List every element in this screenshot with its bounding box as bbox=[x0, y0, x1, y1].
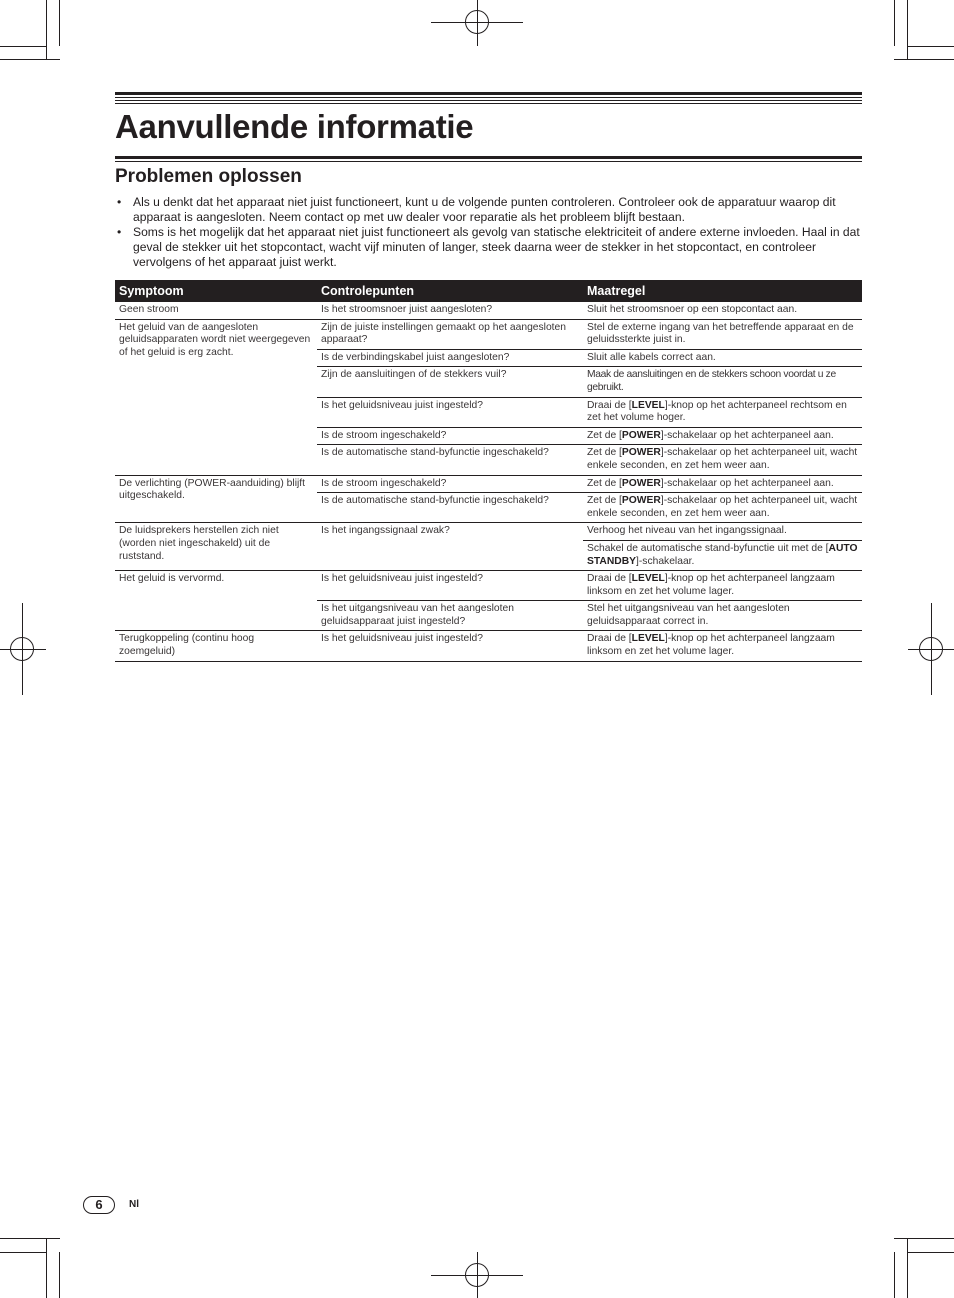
table-row bbox=[115, 571, 862, 601]
check-cell: Is het uitgangsniveau van het aangesloten geluidsapparaat juist ingesteld? bbox=[317, 601, 583, 631]
symptom-cell: Het geluid van de aangesloten geluidsapparaten wordt niet weergegeven of het geluid is erg zacht. bbox=[115, 319, 317, 475]
action-cell bbox=[583, 367, 862, 397]
header-action: Maatregel bbox=[583, 280, 862, 302]
check-cell: Is de automatische stand-byfunctie ingeschakeld? bbox=[317, 445, 583, 475]
control-name: POWER bbox=[621, 477, 661, 489]
action-text: ]-schakelaar. bbox=[636, 555, 695, 567]
table-header-row bbox=[115, 280, 862, 302]
check-cell: Is het stroomsnoer juist aangesloten? bbox=[317, 302, 583, 319]
check-cell: Is de stroom ingeschakeld? bbox=[317, 427, 583, 445]
action-cell bbox=[583, 445, 862, 475]
check-cell: Is de automatische stand-byfunctie ingeschakeld? bbox=[317, 493, 583, 523]
intro-list bbox=[115, 195, 862, 270]
troubleshooting-table bbox=[115, 280, 862, 662]
check-cell: Is het geluidsniveau juist ingesteld? bbox=[317, 571, 583, 601]
page-number: 6 bbox=[83, 1196, 115, 1214]
action-cell bbox=[583, 631, 862, 661]
header-check: Controlepunten bbox=[317, 280, 583, 302]
table-row bbox=[115, 302, 862, 319]
section-title: Problemen oplossen bbox=[115, 166, 302, 187]
check-cell: Is de stroom ingeschakeld? bbox=[317, 475, 583, 493]
check-cell: Is de verbindingskabel juist aangesloten? bbox=[317, 349, 583, 367]
check-cell: Is het geluidsniveau juist ingesteld? bbox=[317, 397, 583, 427]
title-bottom-rule bbox=[115, 156, 862, 161]
action-cell bbox=[583, 571, 862, 601]
header-symptom: Symptoom bbox=[115, 280, 317, 302]
action-text: Zet de [ bbox=[587, 447, 622, 459]
action-cell bbox=[583, 493, 862, 523]
control-name: AUTO STANDBY bbox=[587, 542, 858, 567]
action-text: Stel het uitgangsniveau van het aangesloten geluidsapparaat correct in. bbox=[587, 603, 790, 627]
table-row bbox=[115, 475, 862, 493]
action-text: Zet de [ bbox=[587, 429, 622, 441]
action-text: Sluit het stroomsnoer op een stopcontact aan. bbox=[587, 304, 798, 315]
control-name: LEVEL bbox=[631, 573, 665, 585]
symptom-cell: Geen stroom bbox=[115, 302, 317, 319]
bullet-icon: • bbox=[117, 195, 122, 209]
action-text: ]-knop op het achterpaneel langzaam linksom en zet het volume lager. bbox=[587, 573, 835, 597]
symptom-cell: Terugkoppeling (continu hoog zoemgeluid) bbox=[115, 631, 317, 661]
action-cell bbox=[583, 319, 862, 349]
action-text: Draai de [ bbox=[587, 573, 632, 585]
action-text: Schakel de automatische stand-byfunctie uit met de [ bbox=[587, 542, 829, 554]
check-cell: Is het geluidsniveau juist ingesteld? bbox=[317, 631, 583, 661]
check-cell: Is het ingangssignaal zwak? bbox=[317, 523, 583, 571]
intro-item: • Soms is het mogelijk dat het apparaat niet juist functioneert als gevolg van statische elektriciteit of andere externe invloeden. Haal in dat geval de stekker uit het stopcontact, wacht vijf minuten of langer, steek daarna weer de stekker in het stopcontact, en controleer vervolgens of het apparaat juist werkt. bbox=[117, 225, 860, 269]
control-name: LEVEL bbox=[631, 399, 665, 411]
action-cell bbox=[583, 601, 862, 631]
action-text: Draai de [ bbox=[587, 399, 632, 411]
action-text: ]-schakelaar op het achterpaneel uit, wacht enkele seconden, en zet hem weer aan. bbox=[587, 495, 858, 519]
action-cell bbox=[583, 302, 862, 319]
action-cell bbox=[583, 475, 862, 493]
table-body bbox=[115, 302, 862, 661]
action-cell bbox=[583, 523, 862, 541]
action-text: Draai de [ bbox=[587, 633, 632, 645]
check-cell: Zijn de aansluitingen of de stekkers vuil? bbox=[317, 367, 583, 397]
bullet-icon: • bbox=[117, 225, 122, 239]
title-top-rule bbox=[115, 92, 862, 104]
control-name: POWER bbox=[621, 429, 661, 441]
language-code: Nl bbox=[129, 1199, 139, 1210]
symptom-cell: Het geluid is vervormd. bbox=[115, 571, 317, 631]
check-cell: Zijn de juiste instellingen gemaakt op het aangesloten apparaat? bbox=[317, 319, 583, 349]
table-row bbox=[115, 631, 862, 661]
action-text: ]-knop op het achterpaneel langzaam linksom en zet het volume lager. bbox=[587, 633, 835, 658]
action-text: Zet de [ bbox=[587, 495, 622, 507]
action-cell bbox=[583, 540, 862, 570]
page-content bbox=[115, 92, 862, 662]
action-text: Maak de aansluitingen en de stekkers schoon voordat u ze gebruikt. bbox=[587, 369, 836, 393]
intro-item: • Als u denkt dat het apparaat niet juist functioneert, kunt u de volgende punten controleren. Controleer ook de apparatuur waarop dit apparaat is aangesloten. Neem contact op met uw dealer voor reparatie als het probleem blijft bestaan. bbox=[117, 195, 836, 224]
action-cell bbox=[583, 397, 862, 427]
page-title: Aanvullende informatie bbox=[115, 108, 474, 145]
control-name: LEVEL bbox=[631, 633, 665, 645]
table-row bbox=[115, 319, 862, 349]
action-cell bbox=[583, 349, 862, 367]
action-text: ]-schakelaar op het achterpaneel uit, wacht enkele seconden, en zet hem weer aan. bbox=[587, 447, 858, 471]
action-text: ]-knop op het achterpaneel rechtsom en zet het volume hoger. bbox=[587, 399, 847, 424]
control-name: POWER bbox=[621, 447, 661, 459]
table-row bbox=[115, 523, 862, 541]
action-text: Sluit alle kabels correct aan. bbox=[587, 351, 716, 363]
control-name: POWER bbox=[621, 495, 661, 507]
action-text: Verhoog het niveau van het ingangssignaal. bbox=[587, 525, 787, 537]
action-text: Zet de [ bbox=[587, 477, 622, 489]
symptom-cell: De luidsprekers herstellen zich niet (worden niet ingeschakeld) uit de ruststand. bbox=[115, 523, 317, 571]
action-text: Stel de externe ingang van het betreffende apparaat en de geluidssterkte juist in. bbox=[587, 321, 854, 346]
symptom-cell: De verlichting (POWER-aanduiding) blijft uitgeschakeld. bbox=[115, 475, 317, 523]
action-cell bbox=[583, 427, 862, 445]
action-text: ]-schakelaar op het achterpaneel aan. bbox=[660, 477, 834, 489]
action-text: ]-schakelaar op het achterpaneel aan. bbox=[660, 429, 834, 441]
